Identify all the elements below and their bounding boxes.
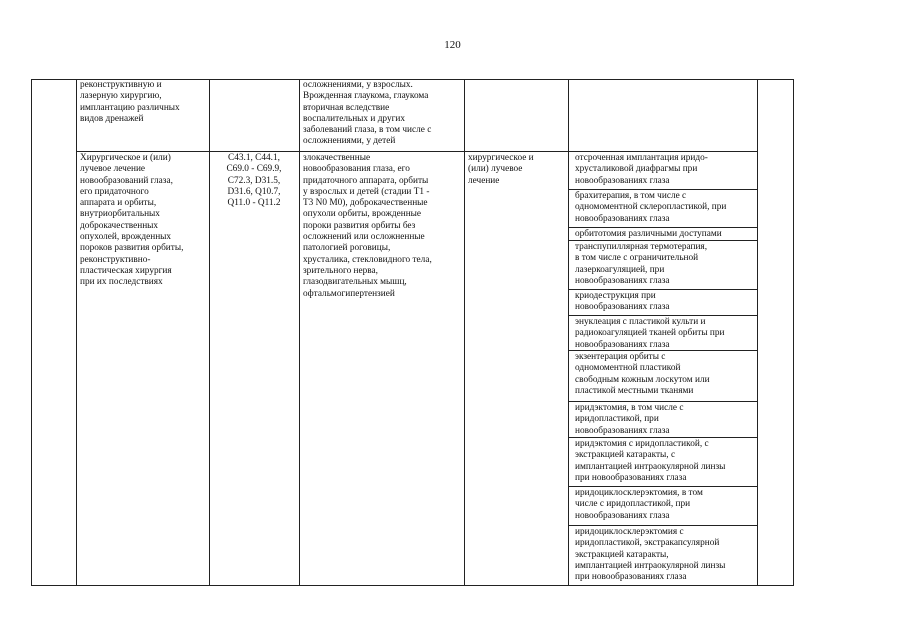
method-divider	[568, 401, 757, 402]
row-divider	[76, 151, 757, 152]
column-divider	[464, 79, 465, 586]
treatment-type-cell: хирургическое и (или) лучевое лечение	[468, 153, 534, 186]
method-divider	[568, 227, 757, 228]
method-item: брахитерапия, в том числе с одномоментной склеропластикой, при новообразованиях глаза	[575, 191, 727, 224]
method-item: криодеструкция при новообразованиях глаза	[575, 291, 670, 313]
method-divider	[568, 350, 757, 351]
method-item: иридоциклосклерэктомия с иридопластикой, экстракапсулярной экстракцией катаракты, имплантацией интраокулярной линзы при новообразованиях глаза	[575, 527, 726, 583]
method-item: иридэктомия, в том числе с иридопластикой, при новообразованиях глаза	[575, 403, 684, 436]
method-item: транспупиллярная термотерапия, в том числе с ограничительной лазеркоагуляцией, при новообразованиях глаза	[575, 242, 708, 286]
method-divider	[568, 486, 757, 487]
icd-codes-cell: C43.1, C44.1, C69.0 - C69.9, C72.3, D31.5, D31.6, Q10.7, Q11.0 - Q11.2	[226, 153, 282, 209]
column-divider	[757, 79, 758, 586]
cont-procedure-cell: реконструктивную и лазерную хирургию, имплантацию различных видов дренажей	[80, 80, 180, 124]
method-divider	[568, 189, 757, 190]
diagnosis-cell: злокачественные новообразования глаза, его придаточного аппарата, орбиты у взрослых и детей (стадии T1 - T3 N0 M0), доброкачественные опухоли орбиты, врожденные пороки развития орбиты без осложнений или осложненные патологией роговицы, хрусталика, стекловидного тела, зрительного нерва, глазодвигательных мышц, офтальмогипертензией	[303, 153, 432, 299]
cont-diagnosis-cell: осложнениями, у взрослых. Врожденная глаукома, глаукома вторичная вследствие воспалительных и других заболеваний глаза, в том числе с осложнениями, у детей	[303, 80, 432, 147]
method-divider	[568, 315, 757, 316]
method-item: экзентерация орбиты с одномоментной пластикой свободным кожным лоскутом или пластикой местными тканями	[575, 352, 710, 396]
method-item: орбитотомия различными доступами	[575, 229, 722, 239]
procedure-cell: Хирургическое и (или) лучевое лечение новообразований глаза, его придаточного аппарата и орбиты, внутриорбитальных доброкачественных опухолей, врожденных пороков развития орбиты, реконструктивно- пластическая хирургия при их последствиях	[80, 153, 184, 288]
column-divider	[76, 79, 77, 586]
column-divider	[568, 79, 569, 586]
method-divider	[568, 437, 757, 438]
method-item: иридоциклосклерэктомия, в том числе с иридопластикой, при новообразованиях глаза	[575, 488, 703, 521]
method-item: энуклеация с пластикой культи и радиокоагуляцией тканей орбиты при новообразованиях глаза	[575, 317, 725, 350]
method-item: иридэктомия с иридопластикой, с экстракцией катаракты, с имплантацией интраокулярной линзы при новообразованиях глаза	[575, 439, 726, 483]
method-divider	[568, 240, 757, 241]
page-number: 120	[444, 39, 461, 51]
method-divider	[568, 289, 757, 290]
column-divider	[299, 79, 300, 586]
method-divider	[568, 525, 757, 526]
method-item: отсроченная имплантация иридо- хрусталиковой диафрагмы при новообразованиях глаза	[575, 153, 708, 186]
